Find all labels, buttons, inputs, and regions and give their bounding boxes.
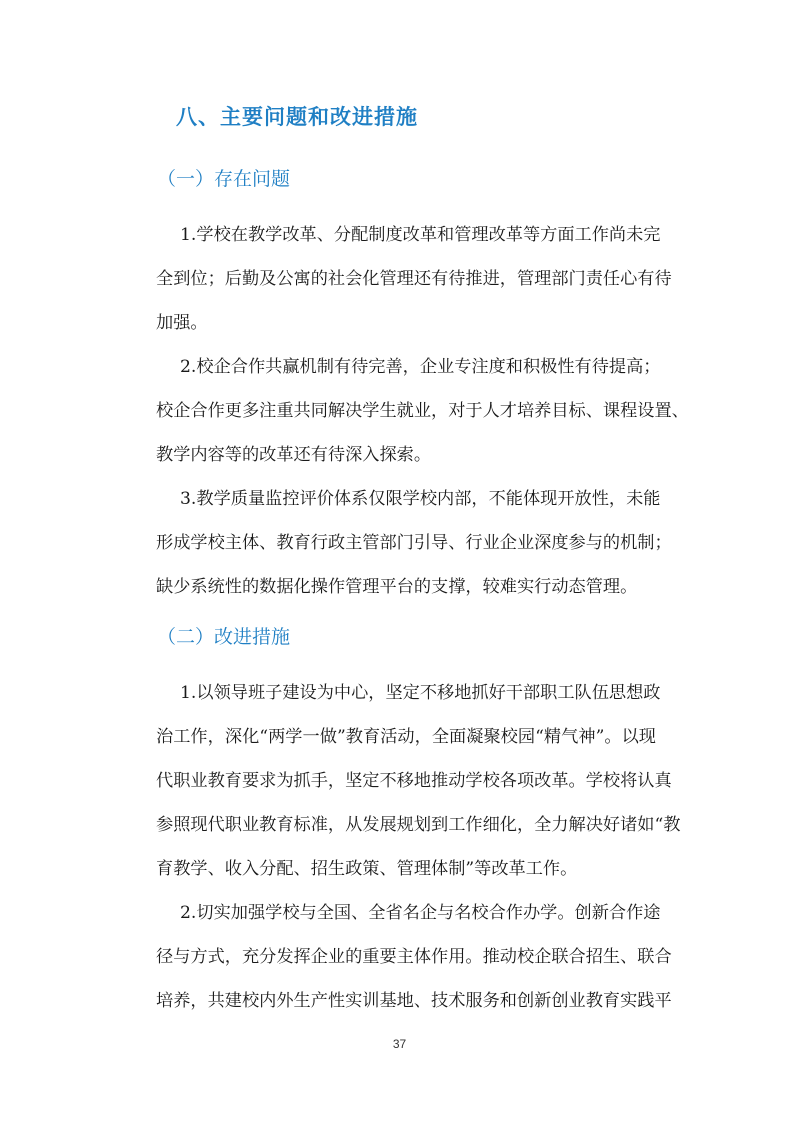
paragraph-line: 2.切实加强学校与全国、全省名企与名校合作办学。创新合作途 bbox=[180, 903, 661, 923]
page-number: 37 bbox=[392, 1037, 407, 1051]
paragraph-line: 参照现代职业教育标准，从发展规划到工作细化，全力解决好诸如“教 bbox=[156, 815, 681, 835]
paragraph-line: 代职业教育要求为抓手，坚定不移地推动学校各项改革。学校将认真 bbox=[156, 771, 672, 791]
paragraph-line: 形成学校主体、教育行政主管部门引导、行业企业深度参与的机制； bbox=[156, 533, 672, 553]
paragraph-line: 缺少系统性的数据化操作管理平台的支撑，较难实行动态管理。 bbox=[156, 577, 638, 597]
paragraph-line: 教学内容等的改革还有待深入探索。 bbox=[156, 445, 432, 465]
paragraph-line: 1.以领导班子建设为中心，坚定不移地抓好干部职工队伍思想政 bbox=[180, 683, 661, 703]
subsection-title-problems: （一）存在问题 bbox=[157, 168, 291, 190]
paragraph-line: 加强。 bbox=[156, 313, 208, 333]
paragraph-line: 育教学、收入分配、招生政策、管理体制”等改革工作。 bbox=[156, 859, 578, 879]
paragraph-line: 3.教学质量监控评价体系仅限学校内部，不能体现开放性，未能 bbox=[180, 489, 661, 509]
paragraph-line: 校企合作更多注重共同解决学生就业，对于人才培养目标、课程设置、 bbox=[156, 401, 689, 421]
paragraph-line: 全到位；后勤及公寓的社会化管理还有待推进，管理部门责任心有待 bbox=[156, 269, 672, 289]
paragraph-line: 治工作，深化“两学一做”教育活动，全面凝聚校园“精气神”。以现 bbox=[156, 727, 656, 747]
paragraph-line: 培养，共建校内外生产性实训基地、技术服务和创新创业教育实践平 bbox=[156, 991, 672, 1011]
subsection-title-measures: （二）改进措施 bbox=[157, 626, 291, 648]
paragraph-line: 1.学校在教学改革、分配制度改革和管理改革等方面工作尚未完 bbox=[180, 225, 661, 245]
section-title: 八、主要问题和改进措施 bbox=[176, 105, 418, 129]
paragraph-line: 径与方式，充分发挥企业的重要主体作用。推动校企联合招生、联合 bbox=[156, 947, 672, 967]
paragraph-line: 2.校企合作共赢机制有待完善，企业专注度和积极性有待提高； bbox=[180, 357, 661, 377]
